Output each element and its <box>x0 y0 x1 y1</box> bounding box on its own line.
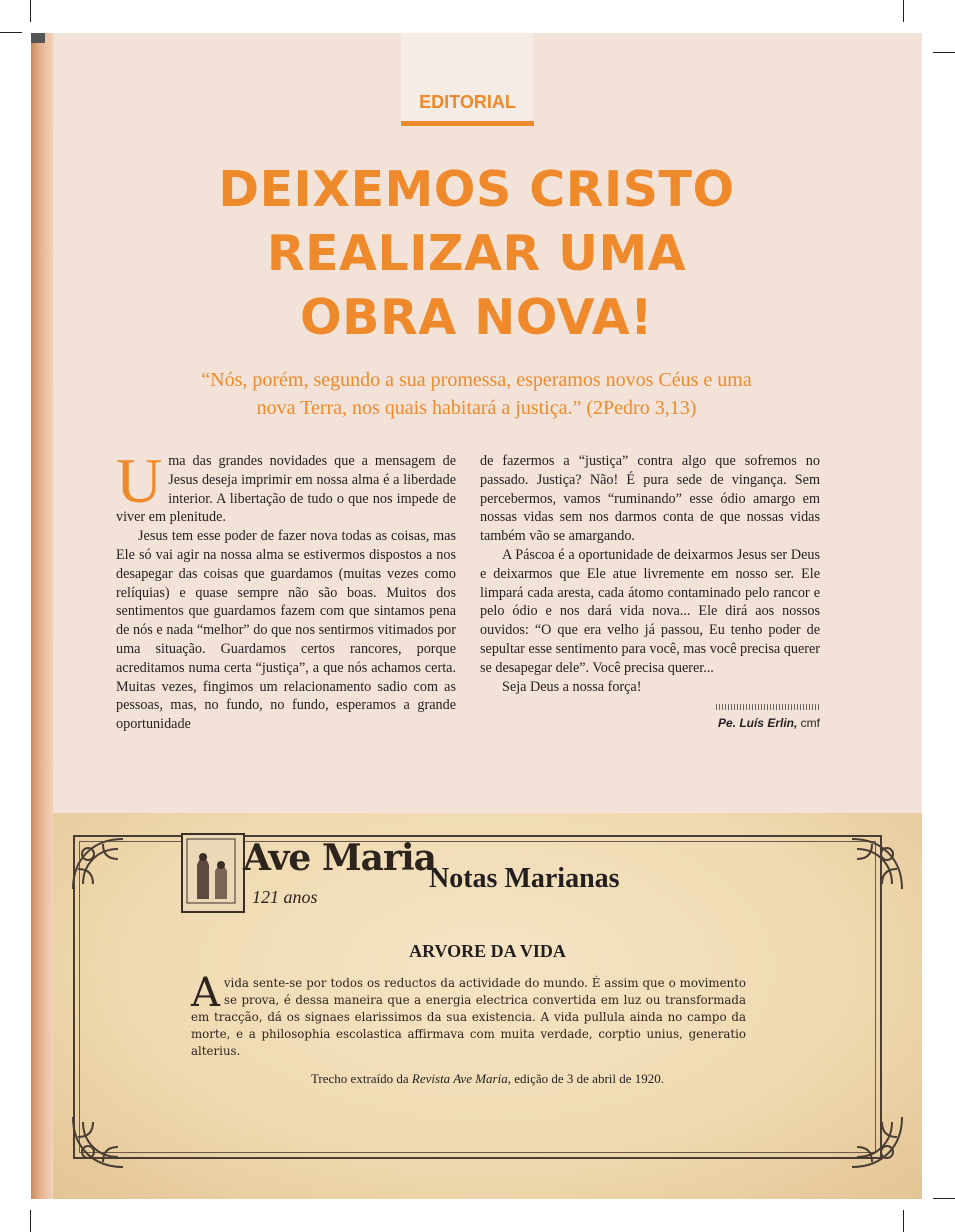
crop-mark <box>30 0 31 22</box>
crop-mark <box>903 1210 904 1232</box>
notas-article-title: ARVORE DA VIDA <box>409 941 566 961</box>
paragraph: A Páscoa é a oportunidade de deixarmos Jesus ser Deus e deixarmos que Ele atue livremente em nosso ser. Ele limpará cada aresta, cada átomo contaminado pelo rancor e pelo ódio e nos dará vida nova... Ele dirá aos nossos ouvidos: “O que era velho já passou, Eu tenho poder de sepultar esse sentimento para você, mas você precisa querer se desapegar dele”. Você precisa querer... <box>480 546 820 676</box>
corner-ornament-icon <box>63 1107 133 1177</box>
paragraph: de fazermos a “justiça” contra algo que sofremos no passado. Justiça? Não! É pura sede de vingança. Sem percebermos, vamos “ruminando” esse ódio amargo em nossas vidas sem nos darmos conta de que nossas vidas também vão se amargando. <box>480 453 820 545</box>
article-column-right <box>480 452 820 733</box>
ave-maria-logo-subtitle: 121 anos <box>252 887 318 907</box>
notas-body-text: vida sente-se por todos os reductos da actividade do mundo. É assim que o movimento se prova, é dessa maneira que a energia electrica convertida em luz ou transformada em tracção, dá os signaes elarissimos da sua existencia. A vida pullula ainda no campo da morte, e a philosophia escolastica affirmava com muita verdade, corptio unius, generatio alterius. <box>191 976 746 1058</box>
paragraph: Jesus tem esse poder de fazer nova todas as coisas, mas Ele só vai agir na nossa alma se estivermos dispostos a nos desapegar das coisas que guardamos (muitas vezes como relíquias) e quase sempre não são boas. Muitos dos sentimentos que guardamos fazem com que sintamos pena de nós e nada “melhor” do que nos sentirmos vitimados por uma situação. Guardamos certos rancores, porque acreditamos numa certa “justiça”, a que nós achamos certa. Muitas vezes, fingimos um relacionamento sadio com as pessoas, mas, no fundo, no fundo, esperamos a grande oportunidade <box>116 528 456 733</box>
headline-line: DEIXEMOS CRISTO <box>218 161 735 218</box>
notas-section-title: Notas Marianas <box>429 863 620 894</box>
ave-maria-logo-title: Ave Maria <box>243 837 436 879</box>
section-label: EDITORIAL <box>419 92 516 112</box>
page-spine <box>31 33 53 1199</box>
headline-line: REALIZAR UMA <box>266 225 687 282</box>
credit-suffix: , edição de 3 de abril de 1920. <box>507 1071 665 1086</box>
registration-mark <box>31 33 45 43</box>
headline <box>91 158 862 350</box>
credit-source: Revista Ave Maria <box>411 1071 508 1086</box>
crop-mark <box>903 0 904 22</box>
source-credit <box>53 1071 922 1087</box>
headline-line: OBRA NOVA! <box>300 289 653 346</box>
signature-suffix: cmf <box>797 716 820 731</box>
notas-marianas-box <box>53 813 922 1199</box>
drop-cap: U <box>116 445 163 516</box>
crop-mark <box>933 52 955 53</box>
corner-ornament-icon <box>842 829 912 899</box>
article-column-left <box>116 445 456 734</box>
section-tab <box>401 33 534 126</box>
notas-article-body <box>191 970 746 1060</box>
signature <box>480 714 820 733</box>
crop-mark <box>933 1198 955 1199</box>
corner-ornament-icon <box>842 1107 912 1177</box>
drop-cap: A <box>191 970 220 1016</box>
signature-name: Pe. Luís Erlin, <box>717 716 798 731</box>
paragraph <box>116 445 456 527</box>
ave-maria-woodcut-logo <box>181 833 245 913</box>
quote-line: “Nós, porém, segundo a sua promessa, esperamos novos Céus e uma <box>201 369 752 391</box>
paragraph: Seja Deus a nossa força! <box>502 678 642 695</box>
paragraph-text: ma das grandes novidades que a mensagem de Jesus deseja imprimir em nossa alma é a liberdade interior. A libertação de tudo o que nos impede de viver em plenitude. <box>116 453 456 526</box>
signature-rule <box>716 704 820 710</box>
bible-quote <box>141 366 812 422</box>
magazine-page <box>31 33 922 1199</box>
quote-line: nova Terra, nos quais habitará a justiça.” (2Pedro 3,13) <box>256 397 697 419</box>
corner-ornament-icon <box>63 829 133 899</box>
crop-mark <box>0 32 22 33</box>
credit-prefix: Trecho extraído da <box>310 1071 412 1086</box>
crop-mark <box>30 1210 31 1232</box>
